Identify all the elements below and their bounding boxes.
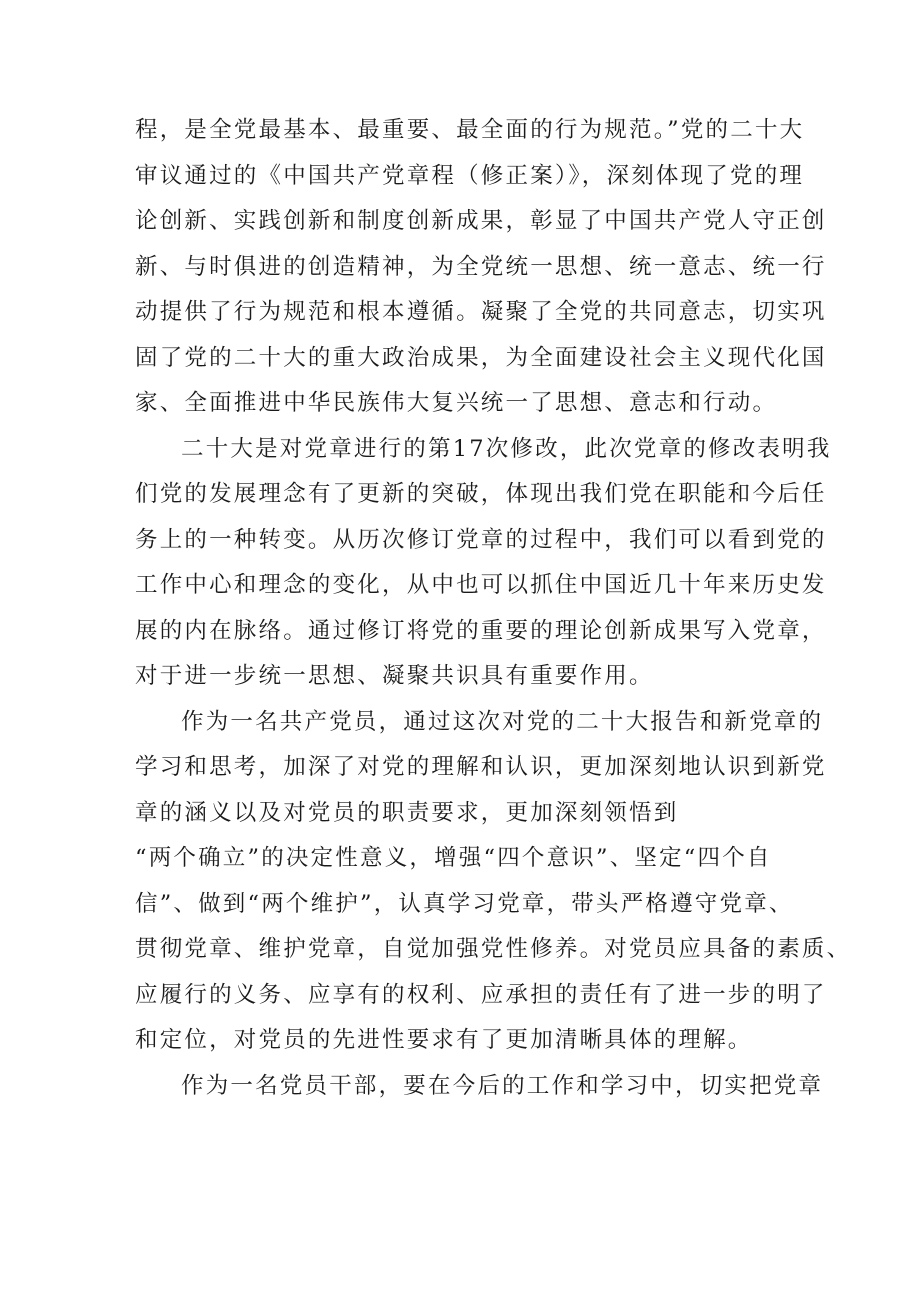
text-line: 章的涵义以及对党员的职责要求，更加深刻领悟到 xyxy=(135,799,679,826)
text-line: 固了党的二十大的重大政治成果，为全面建设社会主义现代化国 xyxy=(135,344,827,371)
document-body xyxy=(135,108,852,1109)
text-line: 展的内在脉络。通过修订将党的重要的理论创新成果写入党章， xyxy=(135,617,827,644)
text-line: 贯彻党章、维护党章，自觉加强党性修养。对党员应具备的素质、 xyxy=(135,936,852,962)
text-line: 务上的一种转变。从历次修订党章的过程中，我们可以看到党的 xyxy=(135,526,827,553)
text-line: 工作中心和理念的变化，从中也可以抓住中国近几十年来历史发 xyxy=(135,572,827,598)
text-line: 应履行的义务、应享有的权利、应承担的责任有了进一步的明了 xyxy=(135,981,827,1008)
paragraph-first-line: 作为一名党员干部，要在今后的工作和学习中，切实把党章 xyxy=(181,1072,824,1099)
text-line: 家、全面推进中华民族伟大复兴统一了思想、意志和行动。 xyxy=(135,390,778,416)
paragraph-first-line: 作为一名共产党员，通过这次对党的二十大报告和新党章的 xyxy=(181,708,824,735)
text-line: 程，是全党最基本、最重要、最全面的行为规范。”党的二十大 xyxy=(135,117,805,143)
text-line: 们党的发展理念有了更新的突破，体现出我们党在职能和今后任 xyxy=(135,481,827,507)
text-line: 和定位，对党员的先进性要求有了更加清晰具体的理解。 xyxy=(135,1027,753,1053)
paragraph-first-line: 二十大是对党章进行的第17次修改，此次党章的修改表明我 xyxy=(181,435,832,462)
text-line: 动提供了行为规范和根本遵循。凝聚了全党的共同意志，切实巩 xyxy=(135,299,827,325)
text-line: 论创新、实践创新和制度创新成果，彰显了中国共产党人守正创 xyxy=(135,208,827,234)
text-line: 新、与时俱进的创造精神，为全党统一思想、统一意志、统一行 xyxy=(135,253,827,280)
text-line: 学习和思考，加深了对党的理解和认识，更加深刻地认识到新党 xyxy=(135,754,827,780)
text-line: 信”、做到“两个维护”，认真学习党章，带头严格遵守党章、 xyxy=(135,890,794,917)
text-line: 对于进一步统一思想、凝聚共识具有重要作用。 xyxy=(135,663,654,689)
text-line: 审议通过的《中国共产党章程（修正案）》，深刻体现了党的理 xyxy=(135,162,805,189)
text-line: “两个确立”的决定性意义，增强“四个意识”、坚定“四个自 xyxy=(135,845,772,871)
